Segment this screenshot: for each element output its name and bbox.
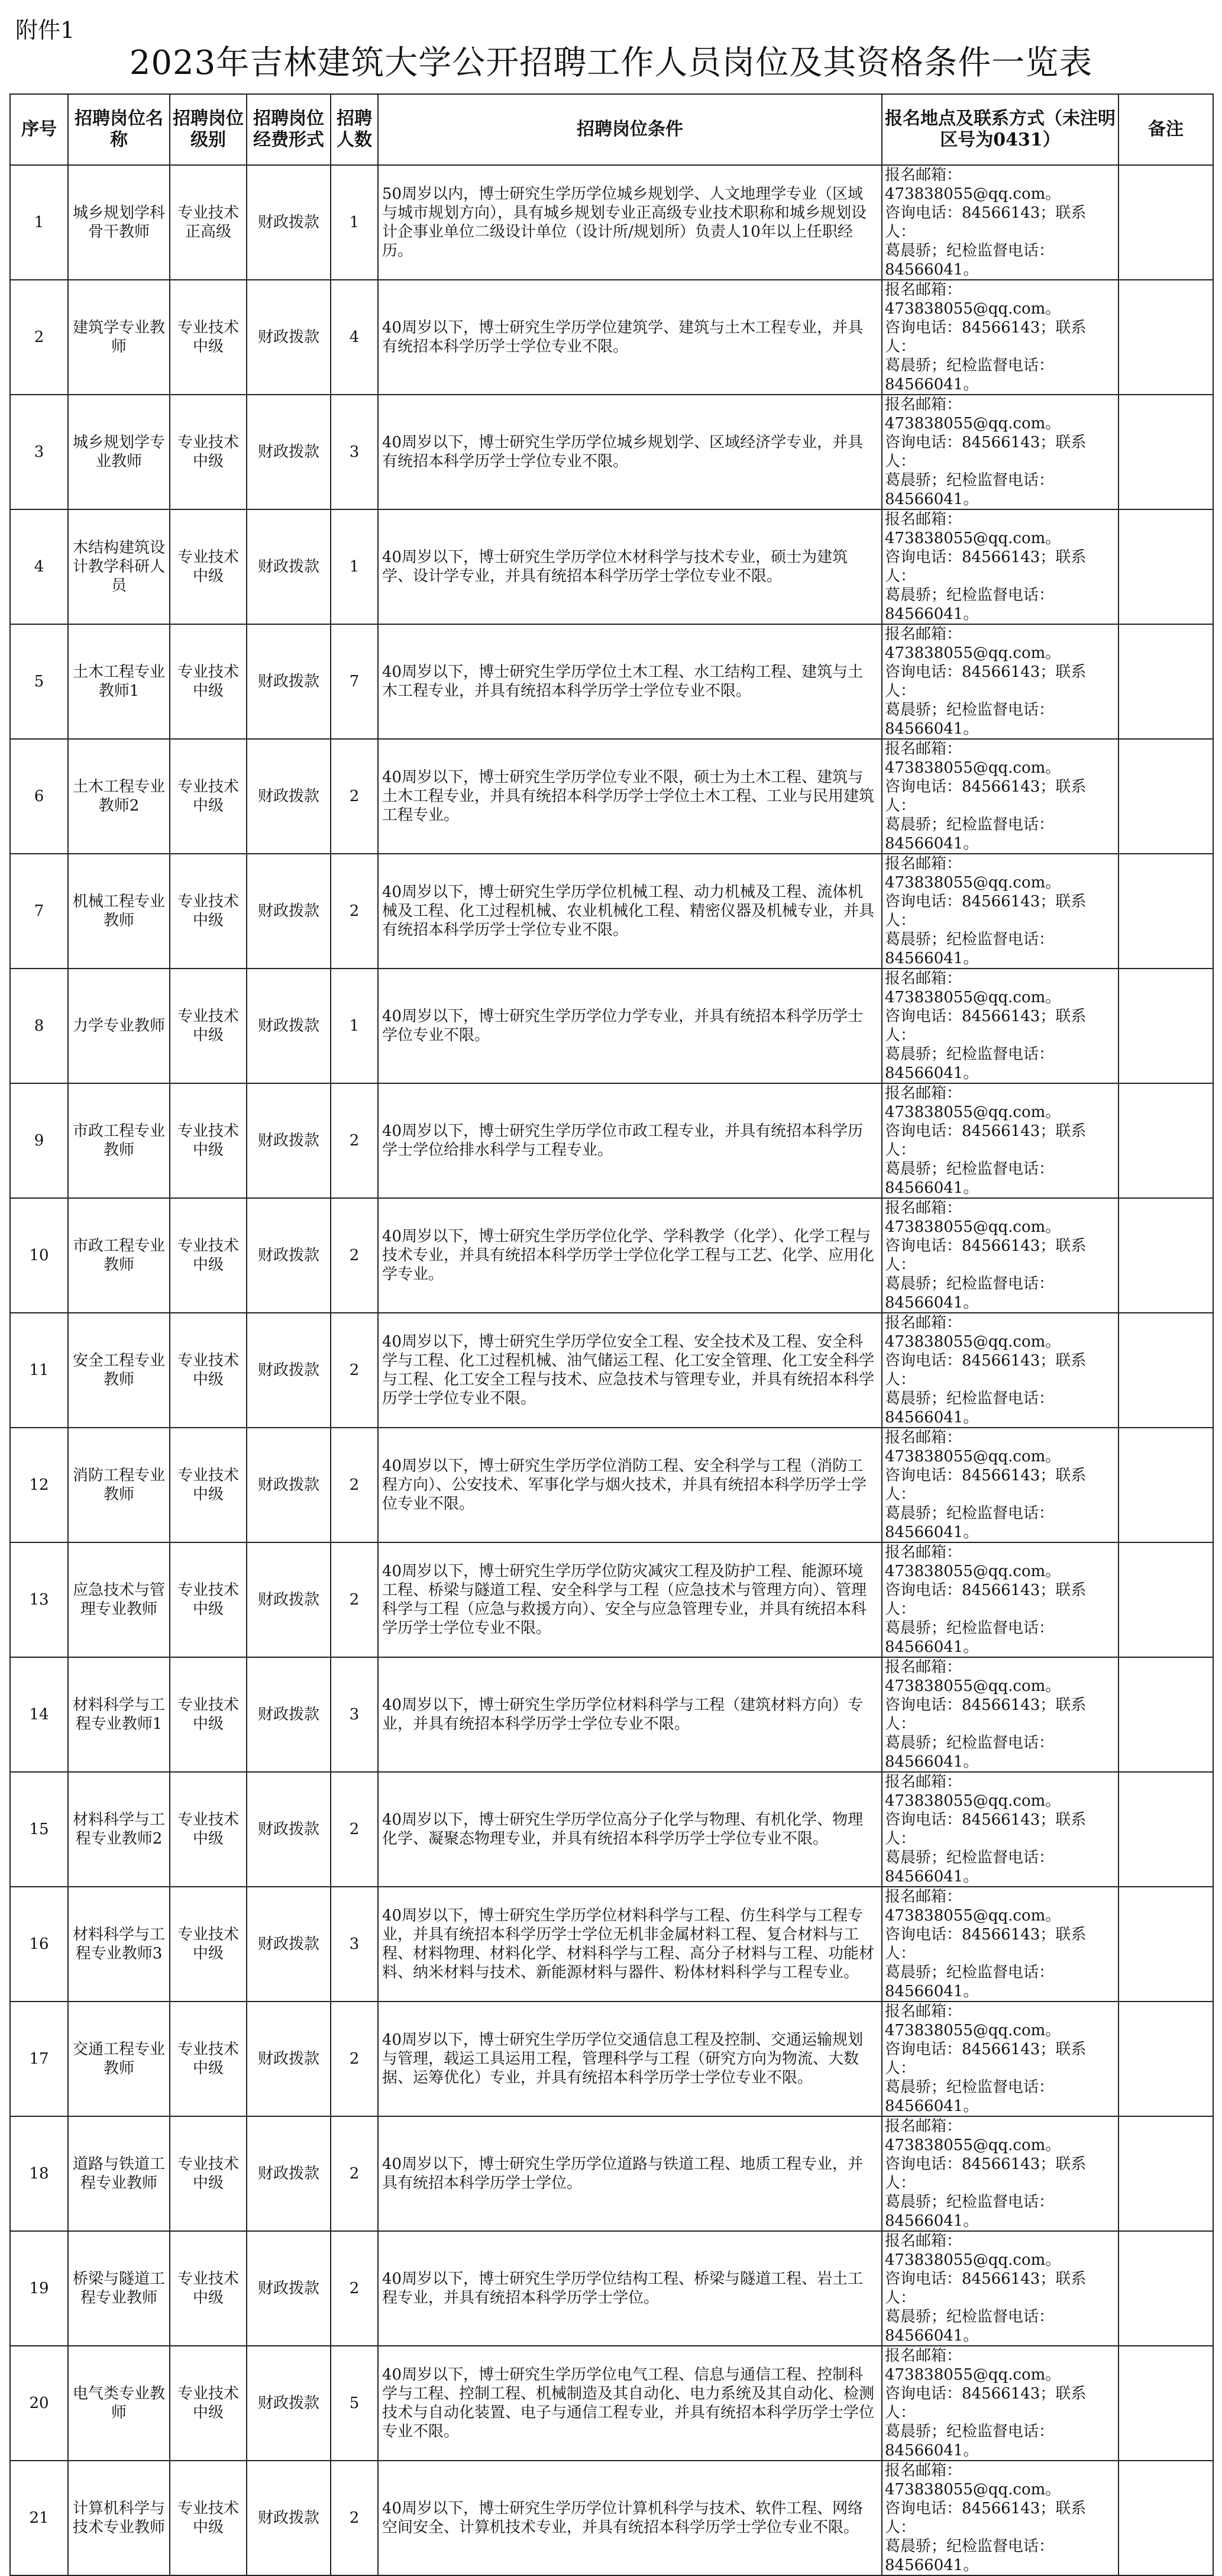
position-name-cell: 电气类专业教师 bbox=[68, 2346, 170, 2461]
table-row bbox=[10, 1083, 1213, 1198]
index-cell: 2 bbox=[10, 280, 68, 395]
contact-line: 咨询电话：84566143；联系人： bbox=[885, 663, 1087, 700]
index-cell: 18 bbox=[10, 2116, 68, 2231]
conditions-cell: 40周岁以下，博士研究生学历学位结构工程、桥梁与隧道工程、岩土工程专业，并具有统招本科学历学士学位。 bbox=[378, 2231, 882, 2346]
position-name-cell: 消防工程专业教师 bbox=[68, 1428, 170, 1542]
table-row bbox=[10, 2461, 1213, 2575]
index-cell: 17 bbox=[10, 2002, 68, 2116]
contact-line: 咨询电话：84566143；联系人： bbox=[885, 2041, 1087, 2077]
header-position-name: 招聘岗位名称 bbox=[68, 94, 170, 165]
position-level-cell: 专业技术中级 bbox=[170, 624, 247, 739]
table-row bbox=[10, 1542, 1213, 1657]
contact-line: 84566041。 bbox=[885, 1294, 979, 1312]
position-name-cell: 桥梁与隧道工程专业教师 bbox=[68, 2231, 170, 2346]
table-row bbox=[10, 1772, 1213, 1887]
table-body bbox=[10, 165, 1213, 2575]
contact-line: 84566041。 bbox=[885, 2097, 979, 2115]
contact-line: 葛晨骄；纪检监督电话： bbox=[885, 1390, 1055, 1408]
position-name-cell: 市政工程专业教师 bbox=[68, 1198, 170, 1313]
contact-line: 咨询电话：84566143；联系人： bbox=[885, 319, 1087, 356]
contact-line: 葛晨骄；纪检监督电话： bbox=[885, 2423, 1055, 2441]
headcount-cell: 2 bbox=[331, 1772, 378, 1887]
position-name-cell: 土木工程专业教师2 bbox=[68, 739, 170, 854]
contact-line: 84566041。 bbox=[885, 376, 979, 393]
position-name-cell: 材料科学与工程专业教师1 bbox=[68, 1657, 170, 1772]
headcount-cell: 1 bbox=[331, 509, 378, 624]
position-name-cell: 计算机科学与技术专业教师 bbox=[68, 2461, 170, 2575]
index-cell: 9 bbox=[10, 1083, 68, 1198]
contact-line: 葛晨骄；纪检监督电话： bbox=[885, 1275, 1055, 1293]
index-cell: 3 bbox=[10, 395, 68, 509]
index-cell: 4 bbox=[10, 509, 68, 624]
table-row bbox=[10, 1887, 1213, 2002]
contact-cell bbox=[882, 165, 1118, 280]
contact-cell bbox=[882, 969, 1118, 1083]
contact-line: 咨询电话：84566143；联系人： bbox=[885, 2500, 1087, 2536]
header-remark: 备注 bbox=[1118, 94, 1213, 165]
funding-form-cell: 财政拨款 bbox=[247, 1887, 331, 2002]
contact-line: 咨询电话：84566143；联系人： bbox=[885, 1122, 1087, 1159]
contact-cell bbox=[882, 739, 1118, 854]
contact-line: 报名邮箱：473838055@qq.com。 bbox=[885, 396, 1061, 432]
contact-line: 报名邮箱：473838055@qq.com。 bbox=[885, 2117, 1061, 2154]
contact-line: 报名邮箱：473838055@qq.com。 bbox=[885, 281, 1061, 318]
contact-line: 咨询电话：84566143；联系人： bbox=[885, 434, 1087, 470]
contact-cell bbox=[882, 1198, 1118, 1313]
contact-line: 报名邮箱：473838055@qq.com。 bbox=[885, 1544, 1061, 1580]
conditions-cell: 40周岁以下，博士研究生学历学位化学、学科教学（化学）、化学工程与技术专业，并具有统招本科学历学士学位化学工程与工艺、化学、应用化学专业。 bbox=[378, 1198, 882, 1313]
conditions-cell: 40周岁以下，博士研究生学历学位建筑学、建筑与土木工程专业，并具有统招本科学历学士学位专业不限。 bbox=[378, 280, 882, 395]
remark-cell bbox=[1118, 854, 1213, 969]
index-cell: 14 bbox=[10, 1657, 68, 1772]
contact-line: 84566041。 bbox=[885, 950, 979, 967]
contact-line: 咨询电话：84566143；联系人： bbox=[885, 2155, 1087, 2192]
index-cell: 12 bbox=[10, 1428, 68, 1542]
contact-cell bbox=[882, 2461, 1118, 2575]
funding-form-cell: 财政拨款 bbox=[247, 1542, 331, 1657]
table-row bbox=[10, 2116, 1213, 2231]
table-row bbox=[10, 165, 1213, 280]
index-cell: 8 bbox=[10, 969, 68, 1083]
index-cell: 21 bbox=[10, 2461, 68, 2575]
remark-cell bbox=[1118, 2346, 1213, 2461]
remark-cell bbox=[1118, 2002, 1213, 2116]
table-row bbox=[10, 1428, 1213, 1542]
contact-cell bbox=[882, 1772, 1118, 1887]
remark-cell bbox=[1118, 1428, 1213, 1542]
conditions-cell: 40周岁以下，博士研究生学历学位道路与铁道工程、地质工程专业，并具有统招本科学历学士学位。 bbox=[378, 2116, 882, 2231]
conditions-cell: 40周岁以下，博士研究生学历学位材料科学与工程（建筑材料方向）专业，并具有统招本科学历学士学位专业不限。 bbox=[378, 1657, 882, 1772]
funding-form-cell: 财政拨款 bbox=[247, 1313, 331, 1428]
conditions-cell: 40周岁以下，博士研究生学历学位计算机科学与技术、软件工程、网络空间安全、计算机技术专业，并具有统招本科学历学士学位专业不限。 bbox=[378, 2461, 882, 2575]
contact-line: 84566041。 bbox=[885, 1523, 979, 1541]
contact-line: 84566041。 bbox=[885, 2212, 979, 2230]
contact-line: 报名邮箱：473838055@qq.com。 bbox=[885, 855, 1061, 892]
contact-line: 葛晨骄；纪检监督电话： bbox=[885, 242, 1055, 260]
document-sheet bbox=[9, 4, 1213, 2574]
table-row bbox=[10, 739, 1213, 854]
contact-line: 葛晨骄；纪检监督电话： bbox=[885, 2078, 1055, 2096]
contact-line: 咨询电话：84566143；联系人： bbox=[885, 1581, 1087, 1618]
contact-line: 84566041。 bbox=[885, 490, 979, 508]
headcount-cell: 3 bbox=[331, 1887, 378, 2002]
remark-cell bbox=[1118, 280, 1213, 395]
contact-line: 葛晨骄；纪检监督电话： bbox=[885, 816, 1055, 834]
conditions-cell: 40周岁以下，博士研究生学历学位电气工程、信息与通信工程、控制科学与工程、控制工程、机械制造及其自动化、电力系统及其自动化、检测技术与自动化装置、电子与通信工程专业，并具有统招本科学历学士学位专业不限。 bbox=[378, 2346, 882, 2461]
remark-cell bbox=[1118, 395, 1213, 509]
funding-form-cell: 财政拨款 bbox=[247, 280, 331, 395]
position-level-cell: 专业技术中级 bbox=[170, 2346, 247, 2461]
table-row bbox=[10, 2346, 1213, 2461]
headcount-cell: 2 bbox=[331, 1198, 378, 1313]
contact-cell bbox=[882, 2346, 1118, 2461]
funding-form-cell: 财政拨款 bbox=[247, 2231, 331, 2346]
contact-cell bbox=[882, 2116, 1118, 2231]
headcount-cell: 2 bbox=[331, 2461, 378, 2575]
contact-line: 咨询电话：84566143；联系人： bbox=[885, 1467, 1087, 1503]
position-level-cell: 专业技术正高级 bbox=[170, 165, 247, 280]
headcount-cell: 2 bbox=[331, 854, 378, 969]
contact-line: 咨询电话：84566143；联系人： bbox=[885, 1811, 1087, 1848]
header-position-level: 招聘岗位级别 bbox=[170, 94, 247, 165]
headcount-cell: 2 bbox=[331, 1083, 378, 1198]
index-cell: 10 bbox=[10, 1198, 68, 1313]
contact-line: 葛晨骄；纪检监督电话： bbox=[885, 586, 1055, 604]
contact-cell bbox=[882, 280, 1118, 395]
conditions-cell: 40周岁以下，博士研究生学历学位安全工程、安全技术及工程、安全科学与工程、化工过程机械、油气储运工程、化工安全管理、化工安全科学与工程、化工安全工程与技术、应急技术与管理专业，并具有统招本科学历学士学位专业不限。 bbox=[378, 1313, 882, 1428]
position-level-cell: 专业技术中级 bbox=[170, 2231, 247, 2346]
headcount-cell: 4 bbox=[331, 280, 378, 395]
position-level-cell: 专业技术中级 bbox=[170, 280, 247, 395]
funding-form-cell: 财政拨款 bbox=[247, 2461, 331, 2575]
table-row bbox=[10, 969, 1213, 1083]
contact-line: 84566041。 bbox=[885, 2327, 979, 2345]
position-name-cell: 安全工程专业教师 bbox=[68, 1313, 170, 1428]
index-cell: 6 bbox=[10, 739, 68, 854]
funding-form-cell: 财政拨款 bbox=[247, 395, 331, 509]
index-cell: 11 bbox=[10, 1313, 68, 1428]
position-level-cell: 专业技术中级 bbox=[170, 854, 247, 969]
index-cell: 16 bbox=[10, 1887, 68, 2002]
headcount-cell: 1 bbox=[331, 969, 378, 1083]
conditions-cell: 40周岁以下，博士研究生学历学位交通信息工程及控制、交通运输规划与管理，载运工具运用工程，管理科学与工程（研究方向为物流、大数据、运筹优化）专业，并具有统招本科学历学士学位专业不限。 bbox=[378, 2002, 882, 2116]
contact-line: 咨询电话：84566143；联系人： bbox=[885, 1352, 1087, 1389]
remark-cell bbox=[1118, 969, 1213, 1083]
position-level-cell: 专业技术中级 bbox=[170, 1313, 247, 1428]
funding-form-cell: 财政拨款 bbox=[247, 739, 331, 854]
remark-cell bbox=[1118, 1198, 1213, 1313]
contact-line: 84566041。 bbox=[885, 1868, 979, 1886]
conditions-cell: 40周岁以下，博士研究生学历学位城乡规划学、区域经济学专业，并具有统招本科学历学士学位专业不限。 bbox=[378, 395, 882, 509]
index-cell: 19 bbox=[10, 2231, 68, 2346]
position-name-cell: 应急技术与管理专业教师 bbox=[68, 1542, 170, 1657]
index-cell: 20 bbox=[10, 2346, 68, 2461]
contact-cell bbox=[882, 1657, 1118, 1772]
conditions-cell: 40周岁以下，博士研究生学历学位消防工程、安全科学与工程（消防工程方向）、公安技术、军事化学与烟火技术，并具有统招本科学历学士学位专业不限。 bbox=[378, 1428, 882, 1542]
contact-line: 84566041。 bbox=[885, 605, 979, 623]
position-level-cell: 专业技术中级 bbox=[170, 2002, 247, 2116]
remark-cell bbox=[1118, 509, 1213, 624]
position-name-cell: 市政工程专业教师 bbox=[68, 1083, 170, 1198]
contact-line: 84566041。 bbox=[885, 1753, 979, 1771]
contact-line: 咨询电话：84566143；联系人： bbox=[885, 1926, 1087, 1962]
contact-cell bbox=[882, 1428, 1118, 1542]
contact-line: 葛晨骄；纪检监督电话： bbox=[885, 701, 1055, 719]
position-name-cell: 材料科学与工程专业教师3 bbox=[68, 1887, 170, 2002]
contact-line: 葛晨骄；纪检监督电话： bbox=[885, 472, 1055, 489]
position-name-cell: 木结构建筑设计教学科研人员 bbox=[68, 509, 170, 624]
contact-line: 咨询电话：84566143；联系人： bbox=[885, 2270, 1087, 2307]
table-row bbox=[10, 1313, 1213, 1428]
funding-form-cell: 财政拨款 bbox=[247, 509, 331, 624]
table-header-row bbox=[10, 94, 1213, 165]
remark-cell bbox=[1118, 165, 1213, 280]
position-level-cell: 专业技术中级 bbox=[170, 1887, 247, 2002]
table-row bbox=[10, 2231, 1213, 2346]
table-row bbox=[10, 854, 1213, 969]
headcount-cell: 1 bbox=[331, 165, 378, 280]
contact-line: 84566041。 bbox=[885, 1179, 979, 1197]
funding-form-cell: 财政拨款 bbox=[247, 2116, 331, 2231]
contact-line: 报名邮箱：473838055@qq.com。 bbox=[885, 1199, 1061, 1236]
position-level-cell: 专业技术中级 bbox=[170, 969, 247, 1083]
contact-cell bbox=[882, 1083, 1118, 1198]
headcount-cell: 2 bbox=[331, 1428, 378, 1542]
position-name-cell: 材料科学与工程专业教师2 bbox=[68, 1772, 170, 1887]
funding-form-cell: 财政拨款 bbox=[247, 1772, 331, 1887]
contact-line: 咨询电话：84566143；联系人： bbox=[885, 1008, 1087, 1044]
contact-line: 葛晨骄；纪检监督电话： bbox=[885, 1734, 1055, 1752]
contact-line: 84566041。 bbox=[885, 261, 979, 279]
table-row bbox=[10, 624, 1213, 739]
contact-line: 报名邮箱：473838055@qq.com。 bbox=[885, 2347, 1061, 2384]
contact-line: 葛晨骄；纪检监督电话： bbox=[885, 357, 1055, 375]
contact-line: 报名邮箱：473838055@qq.com。 bbox=[885, 1773, 1061, 1810]
headcount-cell: 2 bbox=[331, 1542, 378, 1657]
contact-line: 咨询电话：84566143；联系人： bbox=[885, 2385, 1087, 2422]
contact-cell bbox=[882, 509, 1118, 624]
remark-cell bbox=[1118, 1083, 1213, 1198]
contact-cell bbox=[882, 854, 1118, 969]
headcount-cell: 7 bbox=[331, 624, 378, 739]
contact-line: 咨询电话：84566143；联系人： bbox=[885, 1696, 1087, 1733]
headcount-cell: 2 bbox=[331, 2231, 378, 2346]
table-row bbox=[10, 2002, 1213, 2116]
position-level-cell: 专业技术中级 bbox=[170, 739, 247, 854]
contact-line: 报名邮箱：473838055@qq.com。 bbox=[885, 166, 1061, 203]
contact-line: 葛晨骄；纪检监督电话： bbox=[885, 1505, 1055, 1522]
contact-line: 报名邮箱：473838055@qq.com。 bbox=[885, 970, 1061, 1006]
remark-cell bbox=[1118, 1772, 1213, 1887]
contact-line: 84566041。 bbox=[885, 1638, 979, 1656]
headcount-cell: 2 bbox=[331, 2116, 378, 2231]
remark-cell bbox=[1118, 1313, 1213, 1428]
contact-cell bbox=[882, 2231, 1118, 2346]
contact-line: 报名邮箱：473838055@qq.com。 bbox=[885, 1888, 1061, 1925]
conditions-cell: 40周岁以下，博士研究生学历学位高分子化学与物理、有机化学、物理化学、凝聚态物理专业，并具有统招本科学历学士学位专业不限。 bbox=[378, 1772, 882, 1887]
funding-form-cell: 财政拨款 bbox=[247, 854, 331, 969]
headcount-cell: 3 bbox=[331, 395, 378, 509]
contact-line: 84566041。 bbox=[885, 2442, 979, 2459]
conditions-cell: 40周岁以下，博士研究生学历学位市政工程专业，并具有统招本科学历学士学位给排水科学与工程专业。 bbox=[378, 1083, 882, 1198]
contact-line: 报名邮箱：473838055@qq.com。 bbox=[885, 1429, 1061, 1465]
contact-cell bbox=[882, 1313, 1118, 1428]
position-name-cell: 城乡规划学专业教师 bbox=[68, 395, 170, 509]
contact-line: 84566041。 bbox=[885, 2556, 979, 2574]
contact-line: 咨询电话：84566143；联系人： bbox=[885, 1237, 1087, 1274]
contact-line: 报名邮箱：473838055@qq.com。 bbox=[885, 2232, 1061, 2269]
position-level-cell: 专业技术中级 bbox=[170, 1657, 247, 1772]
headcount-cell: 2 bbox=[331, 739, 378, 854]
contact-cell bbox=[882, 1887, 1118, 2002]
headcount-cell: 3 bbox=[331, 1657, 378, 1772]
contact-line: 报名邮箱：473838055@qq.com。 bbox=[885, 2003, 1061, 2039]
remark-cell bbox=[1118, 2461, 1213, 2575]
contact-line: 葛晨骄；纪检监督电话： bbox=[885, 1045, 1055, 1063]
contact-line: 报名邮箱：473838055@qq.com。 bbox=[885, 1084, 1061, 1121]
contact-line: 葛晨骄；纪检监督电话： bbox=[885, 2308, 1055, 2326]
index-cell: 5 bbox=[10, 624, 68, 739]
header-conditions: 招聘岗位条件 bbox=[378, 94, 882, 165]
contact-line: 84566041。 bbox=[885, 835, 979, 853]
contact-line: 84566041。 bbox=[885, 1064, 979, 1082]
funding-form-cell: 财政拨款 bbox=[247, 1083, 331, 1198]
recruitment-table bbox=[9, 93, 1214, 2576]
position-name-cell: 土木工程专业教师1 bbox=[68, 624, 170, 739]
index-cell: 7 bbox=[10, 854, 68, 969]
funding-form-cell: 财政拨款 bbox=[247, 624, 331, 739]
funding-form-cell: 财政拨款 bbox=[247, 2346, 331, 2461]
index-cell: 13 bbox=[10, 1542, 68, 1657]
headcount-cell: 5 bbox=[331, 2346, 378, 2461]
position-name-cell: 交通工程专业教师 bbox=[68, 2002, 170, 2116]
position-name-cell: 城乡规划学科骨干教师 bbox=[68, 165, 170, 280]
header-headcount: 招聘人数 bbox=[331, 94, 378, 165]
table-row bbox=[10, 280, 1213, 395]
attachment-label: 附件1 bbox=[15, 17, 75, 43]
contact-line: 报名邮箱：473838055@qq.com。 bbox=[885, 1314, 1061, 1351]
remark-cell bbox=[1118, 2231, 1213, 2346]
conditions-cell: 40周岁以下，博士研究生学历学位力学专业，并具有统招本科学历学士学位专业不限。 bbox=[378, 969, 882, 1083]
funding-form-cell: 财政拨款 bbox=[247, 2002, 331, 2116]
funding-form-cell: 财政拨款 bbox=[247, 165, 331, 280]
table-row bbox=[10, 1198, 1213, 1313]
conditions-cell: 40周岁以下，博士研究生学历学位防灾减灾工程及防护工程、能源环境工程、桥梁与隧道工程、安全科学与工程（应急技术与管理方向）、管理科学与工程（应急与救援方向）、安全与应急管理专业，并具有统招本科学历学士学位专业不限。 bbox=[378, 1542, 882, 1657]
remark-cell bbox=[1118, 1657, 1213, 1772]
table-row bbox=[10, 509, 1213, 624]
remark-cell bbox=[1118, 2116, 1213, 2231]
contact-line: 84566041。 bbox=[885, 1983, 979, 2000]
contact-line: 报名邮箱：473838055@qq.com。 bbox=[885, 1658, 1061, 1695]
funding-form-cell: 财政拨款 bbox=[247, 969, 331, 1083]
contact-line: 葛晨骄；纪检监督电话： bbox=[885, 2193, 1055, 2211]
remark-cell bbox=[1118, 739, 1213, 854]
contact-line: 报名邮箱：473838055@qq.com。 bbox=[885, 625, 1061, 662]
remark-cell bbox=[1118, 624, 1213, 739]
contact-line: 咨询电话：84566143；联系人： bbox=[885, 893, 1087, 929]
contact-line: 报名邮箱：473838055@qq.com。 bbox=[885, 2462, 1061, 2498]
conditions-cell: 40周岁以下，博士研究生学历学位专业不限，硕士为土木工程、建筑与土木工程专业，并具有统招本科学历学士学位土木工程、工业与民用建筑工程专业。 bbox=[378, 739, 882, 854]
contact-line: 咨询电话：84566143；联系人： bbox=[885, 204, 1087, 241]
conditions-cell: 40周岁以下，博士研究生学历学位机械工程、动力机械及工程、流体机械及工程、化工过程机械、农业机械化工程、精密仪器及机械专业，并具有统招本科学历学士学位专业不限。 bbox=[378, 854, 882, 969]
conditions-cell: 40周岁以下，博士研究生学历学位土木工程、水工结构工程、建筑与土木工程专业，并具有统招本科学历学士学位专业不限。 bbox=[378, 624, 882, 739]
contact-line: 报名邮箱：473838055@qq.com。 bbox=[885, 740, 1061, 777]
position-name-cell: 建筑学专业教师 bbox=[68, 280, 170, 395]
position-level-cell: 专业技术中级 bbox=[170, 1542, 247, 1657]
document-title: 2023年吉林建筑大学公开招聘工作人员岗位及其资格条件一览表 bbox=[129, 44, 1093, 82]
position-level-cell: 专业技术中级 bbox=[170, 395, 247, 509]
position-level-cell: 专业技术中级 bbox=[170, 1772, 247, 1887]
contact-cell bbox=[882, 2002, 1118, 2116]
position-level-cell: 专业技术中级 bbox=[170, 1083, 247, 1198]
contact-line: 报名邮箱：473838055@qq.com。 bbox=[885, 511, 1061, 547]
funding-form-cell: 财政拨款 bbox=[247, 1198, 331, 1313]
conditions-cell: 40周岁以下，博士研究生学历学位木材科学与技术专业，硕士为建筑学、设计学专业，并具有统招本科学历学士学位专业不限。 bbox=[378, 509, 882, 624]
contact-line: 葛晨骄；纪检监督电话： bbox=[885, 1849, 1055, 1867]
contact-line: 葛晨骄；纪检监督电话： bbox=[885, 1160, 1055, 1178]
header-funding-form: 招聘岗位经费形式 bbox=[247, 94, 331, 165]
index-cell: 15 bbox=[10, 1772, 68, 1887]
contact-cell bbox=[882, 1542, 1118, 1657]
funding-form-cell: 财政拨款 bbox=[247, 1428, 331, 1542]
contact-line: 咨询电话：84566143；联系人： bbox=[885, 548, 1087, 585]
contact-line: 葛晨骄；纪检监督电话： bbox=[885, 1619, 1055, 1637]
headcount-cell: 2 bbox=[331, 1313, 378, 1428]
remark-cell bbox=[1118, 1887, 1213, 2002]
funding-form-cell: 财政拨款 bbox=[247, 1657, 331, 1772]
conditions-cell: 50周岁以内，博士研究生学历学位城乡规划学、人文地理学专业（区域与城市规划方向），具有城乡规划专业正高级专业技术职称和城乡规划设计企事业单位二级设计单位（设计所/规划所）负责人10年以上任职经历。 bbox=[378, 165, 882, 280]
conditions-cell: 40周岁以下，博士研究生学历学位材料科学与工程、仿生科学与工程专业，并具有统招本科学历学士学位无机非金属材料工程、复合材料与工程、材料物理、材料化学、材料科学与工程、高分子材料与工程、功能材料、纳米材料与技术、新能源材料与器件、粉体材料科学与工程专业。 bbox=[378, 1887, 882, 2002]
position-level-cell: 专业技术中级 bbox=[170, 2116, 247, 2231]
table-row bbox=[10, 395, 1213, 509]
contact-line: 咨询电话：84566143；联系人： bbox=[885, 778, 1087, 815]
position-level-cell: 专业技术中级 bbox=[170, 1198, 247, 1313]
contact-line: 葛晨骄；纪检监督电话： bbox=[885, 1964, 1055, 1981]
table-row bbox=[10, 1657, 1213, 1772]
position-name-cell: 力学专业教师 bbox=[68, 969, 170, 1083]
remark-cell bbox=[1118, 1542, 1213, 1657]
header-contact: 报名地点及联系方式（未注明区号为0431） bbox=[882, 94, 1118, 165]
contact-cell bbox=[882, 395, 1118, 509]
contact-line: 84566041。 bbox=[885, 720, 979, 738]
headcount-cell: 2 bbox=[331, 2002, 378, 2116]
contact-line: 葛晨骄；纪检监督电话： bbox=[885, 2538, 1055, 2555]
position-name-cell: 道路与铁道工程专业教师 bbox=[68, 2116, 170, 2231]
index-cell: 1 bbox=[10, 165, 68, 280]
header-index: 序号 bbox=[10, 94, 68, 165]
position-level-cell: 专业技术中级 bbox=[170, 1428, 247, 1542]
position-level-cell: 专业技术中级 bbox=[170, 509, 247, 624]
position-level-cell: 专业技术中级 bbox=[170, 2461, 247, 2575]
contact-line: 葛晨骄；纪检监督电话： bbox=[885, 931, 1055, 948]
position-name-cell: 机械工程专业教师 bbox=[68, 854, 170, 969]
contact-cell bbox=[882, 624, 1118, 739]
contact-line: 84566041。 bbox=[885, 1409, 979, 1426]
